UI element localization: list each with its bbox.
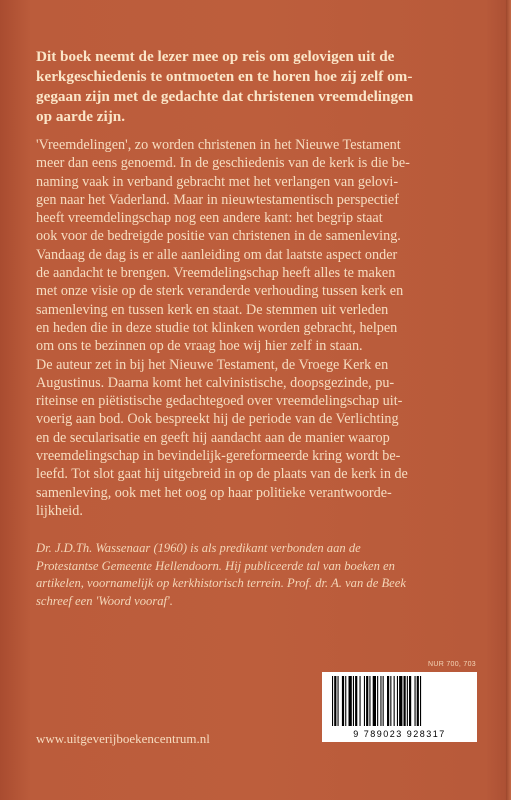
barcode-bar — [360, 676, 361, 726]
description-text: 'Vreemdelingen', zo worden christenen in het Nieuwe Testament meer dan eens genoemd. In de geschiedenis van de kerk is die be- naming vaak in verband gebracht met het verlangen van gelovi- gen naar het Vaderland. Maar in nieuwtestamentisch perspectief heeft vreemdelingschap nog een andere kant: het begrip staat ook voor de bedreigde positie van christenen in de samenleving. Vandaag de dag is er alle aanleiding om dat laatste aspect onder de aandacht te brengen. Vreemdelingschap heeft alles te maken met onze visie op de sterk veranderde verhouding tussen kerk en samenleving en tussen kerk en staat. De stemmen uit verleden en heden die in deze studie tot klinken worden gebracht, helpen om ons te bezinnen op de vraag hoe wij hier zelf in staan. De auteur zet in bij het Nieuwe Testament, de Vroege Kerk en Augustinus. Daarna komt het calvinistische, doopsgezinde, pu- riteinse en piëtistische gedachtegoed over vreemdelingschap uit- voerig aan bod. Ook bespreekt hij de periode van de Verlichting en de secularisatie en geeft hij aandacht aan de manier waarop vreemdelingschap in bevindelijk-gereformeerde kring wordt be- leefd. Tot slot gaat hij uitgebreid in op de plaats van de kerk in de samenleving, ook met het oog op haar politieke verantwoorde- lijkheid. — [36, 137, 410, 519]
barcode-bar — [407, 676, 408, 726]
nur-code: NUR 700, 703 — [428, 661, 476, 668]
author-bio: Dr. J.D.Th. Wassenaar (1960) is als predikant verbonden aan de Protestantse Gemeente Hellendoorn. Hij publiceerde tal van boeken en artikelen, voornamelijk op kerkhistorisch terrein. Prof. dr. A. van de Beek schreef een 'Woord vooraf'. — [36, 541, 406, 608]
barcode-bar — [338, 676, 339, 726]
barcode-bar — [334, 676, 336, 726]
barcode-bar — [364, 676, 365, 726]
barcode-bar — [383, 676, 384, 726]
barcode-bar — [417, 676, 419, 726]
barcode-bar — [373, 676, 376, 726]
barcode-bar — [380, 676, 381, 726]
publisher-website[interactable]: www.uitgeverijboekencentrum.nl — [36, 731, 210, 746]
barcode-bar — [394, 676, 395, 726]
barcode-bar — [387, 676, 389, 726]
intro-paragraph: Dit boek neemt de lezer mee op reis om gelovigen uit de kerkgeschiedenis te ontmoeten en te horen hoe zij zelf om- gegaan zijn met de gedachte dat christenen vreemdelingen op aarde zijn. — [36, 48, 414, 125]
barcode-bars — [330, 676, 469, 726]
barcode-bar — [342, 676, 344, 726]
barcode-bar — [366, 676, 368, 726]
isbn-number: 9 789023 928317 — [353, 729, 446, 739]
barcode-bar — [409, 676, 411, 726]
barcode-bar — [404, 676, 406, 726]
barcode-bar — [332, 676, 333, 726]
isbn-barcode — [322, 672, 477, 742]
barcode-bar — [355, 676, 357, 726]
spine-edge — [506, 0, 511, 800]
barcode-bar — [349, 676, 352, 726]
barcode-bar — [353, 676, 354, 726]
barcode-bar — [345, 676, 346, 726]
barcode-bar — [397, 676, 398, 726]
barcode-bar — [369, 676, 370, 726]
barcode-bar — [420, 676, 421, 726]
barcode-bar — [377, 676, 378, 726]
barcode-bar — [415, 676, 416, 726]
barcode-bar — [399, 676, 402, 726]
barcode-bar — [390, 676, 391, 726]
